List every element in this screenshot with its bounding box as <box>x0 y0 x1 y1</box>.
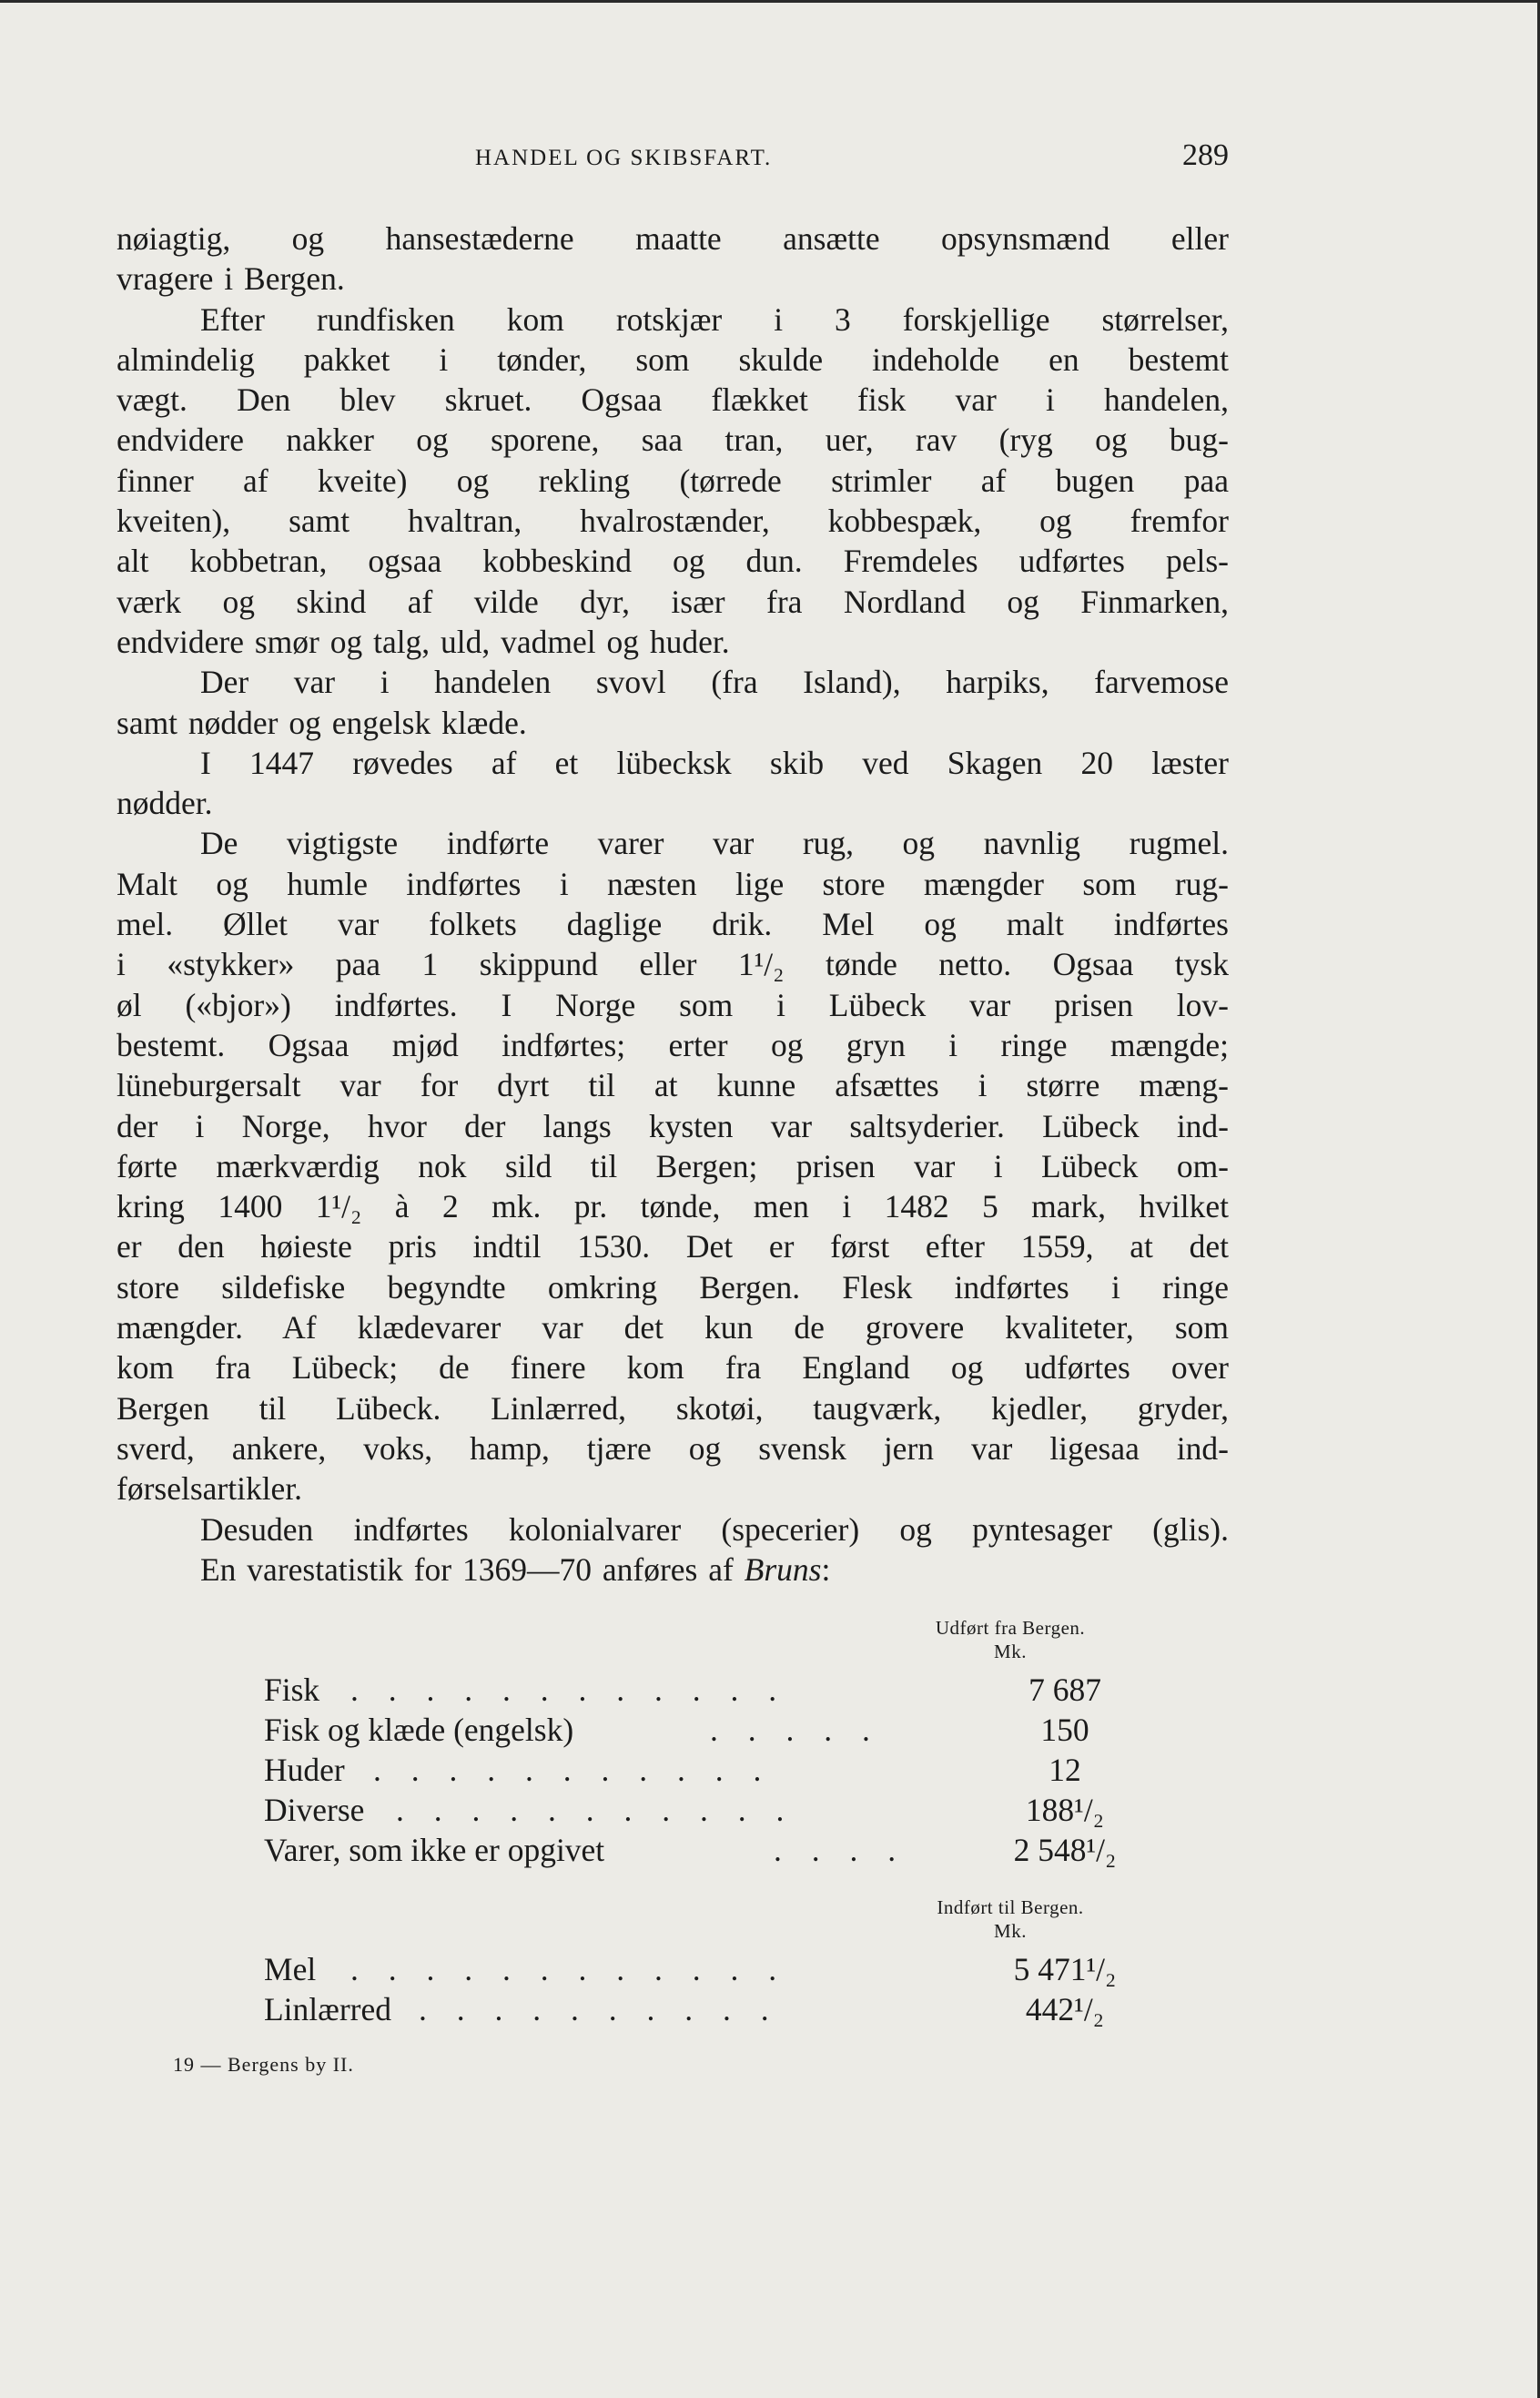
text-line: førselsartikler. <box>117 1470 303 1508</box>
text-line: er den høieste pris indtil 1530. Det er først efter 1559, at det <box>117 1228 1229 1265</box>
text-line: endvidere nakker og sporene, saa tran, uer, rav (ryg og bug- <box>117 422 1229 459</box>
text-line: store sildefiske begyndte omkring Bergen. Flesk indførtes i ringe <box>117 1268 1229 1306</box>
row-value: 188¹/₂ <box>1025 1792 1105 1828</box>
table-row <box>264 1791 1138 1831</box>
text-line: nøiagtig, og hansestæderne maatte ansætte opsynsmænd eller <box>117 220 1229 257</box>
text-line: Efter rundfisken kom rotskjær i 3 forskjellige størrelser, <box>200 300 1229 338</box>
text-line: I 1447 røvedes af et lübecksk skib ved Skagen 20 læster <box>200 744 1229 781</box>
text-fragment: : <box>821 1550 831 1588</box>
leader-dots: . . . . . . . . . . . . <box>350 1951 788 1987</box>
running-head: HANDEL OG SKIBSFART. <box>475 146 773 170</box>
text-line: der i Norge, hvor der langs kysten var saltsyderier. Lübeck ind- <box>117 1107 1229 1144</box>
text-line: kring 1400 1¹/₂ à 2 mk. pr. tønde, men i 1482 5 mark, hvilket <box>117 1188 1229 1225</box>
trade-statistics <box>264 1616 1138 2053</box>
import-heading <box>883 1895 1138 1943</box>
row-value: 7 687 <box>1028 1671 1101 1708</box>
paragraph <box>117 662 1229 743</box>
row-value: 5 471¹/₂ <box>1013 1951 1117 1987</box>
text-line <box>117 1550 1229 1590</box>
body-text <box>117 218 1229 1590</box>
table-row <box>264 1671 1138 1711</box>
signature-line: 19 — Bergens by II. <box>173 2053 354 2076</box>
row-label: Huder <box>264 1752 345 1788</box>
row-value: 2 548¹/₂ <box>1013 1832 1117 1868</box>
text-line: i «stykker» paa 1 skippund eller 1¹/₂ tønde netto. Ogsaa tysk <box>117 946 1229 983</box>
page-header <box>118 138 1229 184</box>
text-line: nødder. <box>117 785 213 822</box>
paragraph <box>117 743 1229 824</box>
leader-dots: . . . . . . . . . . . . <box>350 1671 788 1708</box>
export-heading-text: Udført fra Bergen. <box>935 1617 1086 1639</box>
paragraph <box>117 300 1229 663</box>
text-line: Desuden indførtes kolonialvarer (specerier) og pyntesager (glis). <box>200 1510 1229 1548</box>
text-line: lüneburgersalt var for dyrt til at kunne afsættes i større mæng- <box>117 1067 1229 1104</box>
leader-dots: . . . . . . . . . . <box>419 1991 780 2027</box>
paragraph <box>117 218 1229 300</box>
text-line: mængder. Af klædevarer var det kun de grovere kvaliteter, som <box>117 1309 1229 1346</box>
author-name: Bruns <box>744 1550 822 1588</box>
row-label: Varer, som ikke er opgivet <box>264 1832 605 1868</box>
text-line: endvidere smør og talg, uld, vadmel og huder. <box>117 623 730 660</box>
text-line: mel. Øllet var folkets daglige drik. Mel og malt indførtes <box>117 906 1229 943</box>
text-fragment: En varestatistik for 1369—70 anføres af <box>200 1550 745 1588</box>
leader-dots: . . . . . . . . . . . <box>373 1752 773 1788</box>
row-label: Mel <box>264 1951 317 1987</box>
text-line: værk og skind af vilde dyr, især fra Nordland og Finmarken, <box>117 583 1229 620</box>
row-label: Fisk <box>264 1671 320 1708</box>
row-value: 150 <box>1040 1712 1089 1748</box>
text-line: Bergen til Lübeck. Linlærred, skotøi, taugværk, kjedler, gryder, <box>117 1389 1229 1427</box>
text-line: finner af kveite) og rekling (tørrede strimler af bugen paa <box>117 462 1229 499</box>
table-row <box>264 1831 1138 1871</box>
text-line: vragere i Bergen. <box>117 260 345 298</box>
row-value: 442¹/₂ <box>1025 1991 1105 2027</box>
text-line: kom fra Lübeck; de finere kom fra England og udførtes over <box>117 1349 1229 1387</box>
paragraph <box>117 823 1229 1509</box>
row-value: 12 <box>1049 1752 1081 1788</box>
table-row <box>264 1950 1138 1990</box>
text-line: Der var i handelen svovl (fra Island), harpiks, farvemose <box>200 664 1229 701</box>
paragraph <box>117 1509 1229 1590</box>
row-label: Diverse <box>264 1792 365 1828</box>
text-line: almindelig pakket i tønder, som skulde indeholde en bestemt <box>117 340 1229 378</box>
export-heading <box>883 1616 1138 1663</box>
leader-dots: . . . . . <box>710 1712 881 1748</box>
import-unit: Mk. <box>994 1920 1027 1942</box>
text-line: sverd, ankere, voks, hamp, tjære og svensk jern var ligesaa ind- <box>117 1429 1229 1467</box>
text-line: Malt og humle indførtes i næsten lige store mængder som rug- <box>117 865 1229 902</box>
page-number: 289 <box>1182 138 1229 172</box>
page-edge <box>0 0 1540 3</box>
text-line: vægt. Den blev skruet. Ogsaa flækket fisk var i handelen, <box>117 381 1229 419</box>
table-row <box>264 1990 1138 2030</box>
text-line: De vigtigste indførte varer var rug, og navnlig rugmel. <box>200 825 1229 862</box>
table-row <box>264 1711 1138 1751</box>
text-line: alt kobbetran, ogsaa kobbeskind og dun. Fremdeles udførtes pels- <box>117 543 1229 580</box>
leader-dots: . . . . . . . . . . . <box>396 1792 795 1828</box>
text-line: øl («bjor») indførtes. I Norge som i Lübeck var prisen lov- <box>117 986 1229 1023</box>
export-unit: Mk. <box>994 1641 1027 1662</box>
row-label: Linlærred <box>264 1991 391 2027</box>
leader-dots: . . . . <box>774 1832 907 1868</box>
table-row <box>264 1751 1138 1791</box>
text-line: kveiten), samt hvaltran, hvalrostænder, kobbespæk, og fremfor <box>117 503 1229 540</box>
row-label: Fisk og klæde (engelsk) <box>264 1712 574 1748</box>
import-heading-text: Indført til Bergen. <box>937 1896 1084 1918</box>
text-line: bestemt. Ogsaa mjød indførtes; erter og gryn i ringe mængde; <box>117 1026 1229 1063</box>
text-line: samt nødder og engelsk klæde. <box>117 704 527 741</box>
text-line: førte mærkværdig nok sild til Bergen; prisen var i Lübeck om- <box>117 1147 1229 1184</box>
